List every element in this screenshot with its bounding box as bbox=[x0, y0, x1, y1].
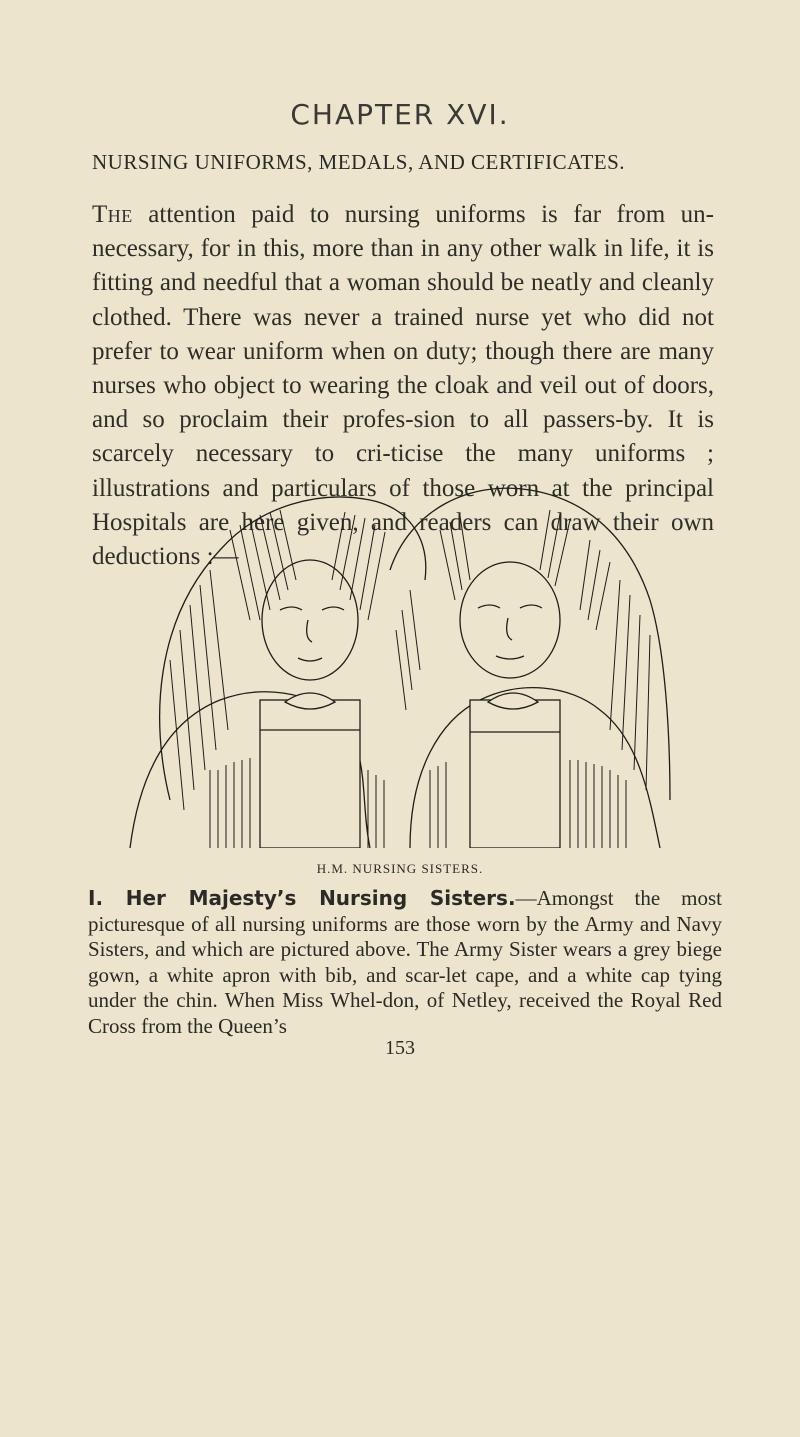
nursing-sisters-illustration bbox=[110, 470, 690, 848]
right-sister-bib bbox=[470, 700, 560, 848]
section-title: NURSING UNIFORMS, MEDALS, AND CERTIFICATES. bbox=[92, 150, 626, 174]
entry-text: —Amongst the most picturesque of all nursing uniforms are those worn by the Army and Navy Sisters, and which are pictured above. The Army Sister wears a grey biege gown, a white apron with bib, and scar-let cape, and a white cap tying under the chin. When Miss Whel-don, of Netley, received the Royal Red Cross from the Queen’s bbox=[88, 886, 722, 1038]
intro-text: attention paid to nursing uniforms is far from un-necessary, for in this, more than in any other walk in life, it is fitting and needful that a woman should be neatly and cleanly clothed. There was never a trained nurse yet who did not prefer to wear uniform when on duty; though there are many nurses who object to wearing the cloak and veil out of doors, and so proclaim their profes-sion to all passers-by. It is scarcely necessary to cri-ticise the many uniforms ; illustrations and particulars of those worn at the principal Hospitals are here given, and readers can draw their own deductions :— bbox=[92, 201, 714, 571]
entry-paragraph bbox=[88, 886, 722, 1039]
entry-heading: I. Her Majesty’s Nursing Sisters. bbox=[88, 886, 516, 910]
page-number: 153 bbox=[385, 1037, 415, 1059]
intro-first-word: The bbox=[92, 201, 133, 228]
figure-caption: H.M. NURSING SISTERS. bbox=[316, 861, 484, 876]
right-sister-face bbox=[460, 562, 560, 678]
left-sister-bib bbox=[260, 700, 360, 848]
chapter-heading: CHAPTER XVI. bbox=[290, 98, 510, 131]
left-sister-face bbox=[262, 560, 358, 680]
